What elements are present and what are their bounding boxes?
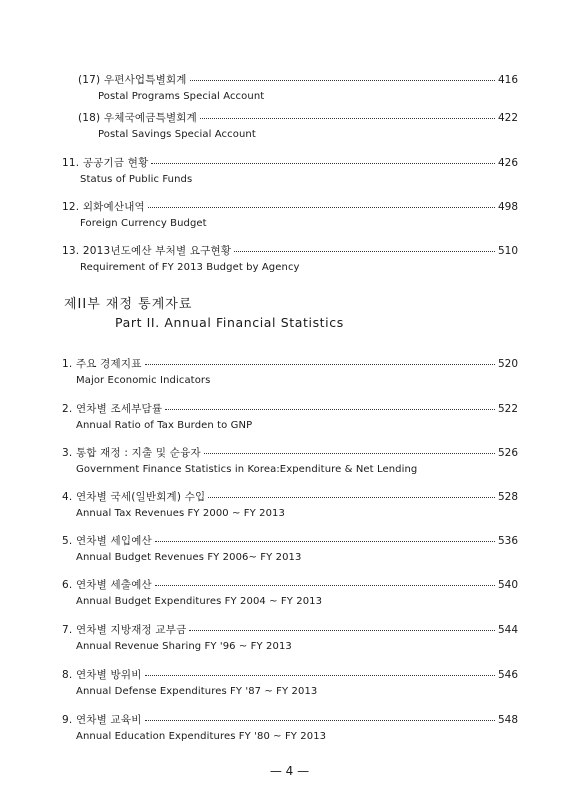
page-number: — 4 — [269, 764, 310, 778]
toc-entry-title-kr: 5. 연차별 세입예산 [62, 535, 152, 547]
leader-dots [208, 496, 495, 498]
toc-entry [62, 155, 518, 185]
toc-entry [62, 489, 518, 519]
toc-entry-page: 544 [497, 624, 518, 636]
toc-entry-page: 426 [497, 157, 518, 169]
leader-dots [155, 540, 495, 542]
toc-entry-title-en: Annual Ratio of Tax Burden to GNP [76, 420, 253, 431]
toc-entry [62, 243, 518, 273]
toc-entry-title-kr: 12. 외화예산내역 [62, 201, 145, 213]
toc-entry [62, 667, 518, 697]
toc-entry-title-kr: 3. 통합 재정 : 지출 및 순융자 [62, 447, 201, 459]
toc-entry-page: 546 [497, 669, 518, 681]
toc-entry-title-en: Annual Education Expenditures FY '80 ~ FY 2013 [76, 731, 327, 742]
toc-entry [62, 401, 518, 431]
leader-dots [189, 629, 494, 631]
toc-entry-page: 540 [497, 579, 518, 591]
toc-entry-title-en: Status of Public Funds [80, 174, 193, 185]
toc-entry [78, 72, 518, 102]
toc-entry-page: 498 [497, 201, 518, 213]
toc-entry-title-kr: (18) 우체국예금특별회계 [78, 112, 197, 124]
toc-entry [62, 712, 518, 742]
toc-entry-title-en: Foreign Currency Budget [80, 218, 207, 229]
leader-dots [204, 452, 495, 454]
toc-entry-page: 422 [497, 112, 518, 124]
leader-dots [145, 719, 495, 721]
toc-entry-page: 520 [497, 358, 518, 370]
toc-entry-title-kr: 13. 2013년도예산 부처별 요구현황 [62, 245, 232, 257]
leader-dots [145, 363, 495, 365]
toc-entry-title-kr: 9. 연차별 교육비 [62, 714, 142, 726]
toc-entry [62, 356, 518, 386]
toc-entry-page: 528 [497, 491, 518, 503]
toc-entry-title-kr: 6. 연차별 세출예산 [62, 579, 152, 591]
toc-entry [62, 577, 518, 607]
toc-entry-page: 416 [497, 74, 518, 86]
toc-entry-page: 548 [497, 714, 518, 726]
leader-dots [151, 162, 495, 164]
toc-entry-title-kr: 2. 연차별 조세부담률 [62, 403, 163, 415]
toc-entry-page: 522 [497, 403, 518, 415]
leader-dots [145, 674, 495, 676]
toc-entry-title-en: Annual Tax Revenues FY 2000 ~ FY 2013 [76, 508, 285, 519]
leader-dots [234, 250, 495, 252]
toc-entry-title-kr: 8. 연차별 방위비 [62, 669, 142, 681]
toc-entry [62, 622, 518, 652]
toc-entry-page: 526 [497, 447, 518, 459]
toc-entry-title-kr: 4. 연차별 국세(일반회계) 수입 [62, 491, 206, 503]
toc-entry [62, 445, 518, 475]
leader-dots [190, 79, 495, 81]
toc-entry-title-en: Annual Budget Revenues FY 2006~ FY 2013 [76, 552, 302, 563]
leader-dots [165, 408, 495, 410]
toc-entry-title-kr: (17) 우편사업특별회계 [78, 74, 187, 86]
part-heading-kr: 제II부 재정 통계자료 [64, 297, 193, 312]
part-heading-en: Part II. Annual Financial Statistics [115, 315, 344, 330]
toc-entry-title-en: Annual Defense Expenditures FY '87 ~ FY 2013 [76, 686, 318, 697]
leader-dots [155, 584, 495, 586]
leader-dots [200, 117, 495, 119]
toc-entry-title-en: Government Finance Statistics in Korea:Expenditure & Net Lending [76, 464, 418, 475]
toc-entry [62, 533, 518, 563]
toc-entry-page: 536 [497, 535, 518, 547]
leader-dots [148, 206, 495, 208]
toc-entry-title-en: Requirement of FY 2013 Budget by Agency [80, 262, 300, 273]
toc-entry-title-en: Postal Programs Special Account [98, 91, 265, 102]
toc-entry [62, 199, 518, 229]
toc-entry-title-en: Annual Revenue Sharing FY '96 ~ FY 2013 [76, 641, 292, 652]
toc-entry-title-kr: 1. 주요 경제지표 [62, 358, 142, 370]
toc-entry-title-en: Annual Budget Expenditures FY 2004 ~ FY 2013 [76, 596, 323, 607]
toc-entry [78, 110, 518, 140]
toc-entry-page: 510 [497, 245, 518, 257]
toc-entry-title-kr: 7. 연차별 지방재정 교부금 [62, 624, 187, 636]
toc-entry-title-en: Major Economic Indicators [76, 375, 211, 386]
toc-entry-title-en: Postal Savings Special Account [98, 129, 256, 140]
toc-entry-title-kr: 11. 공공기금 현황 [62, 157, 149, 169]
